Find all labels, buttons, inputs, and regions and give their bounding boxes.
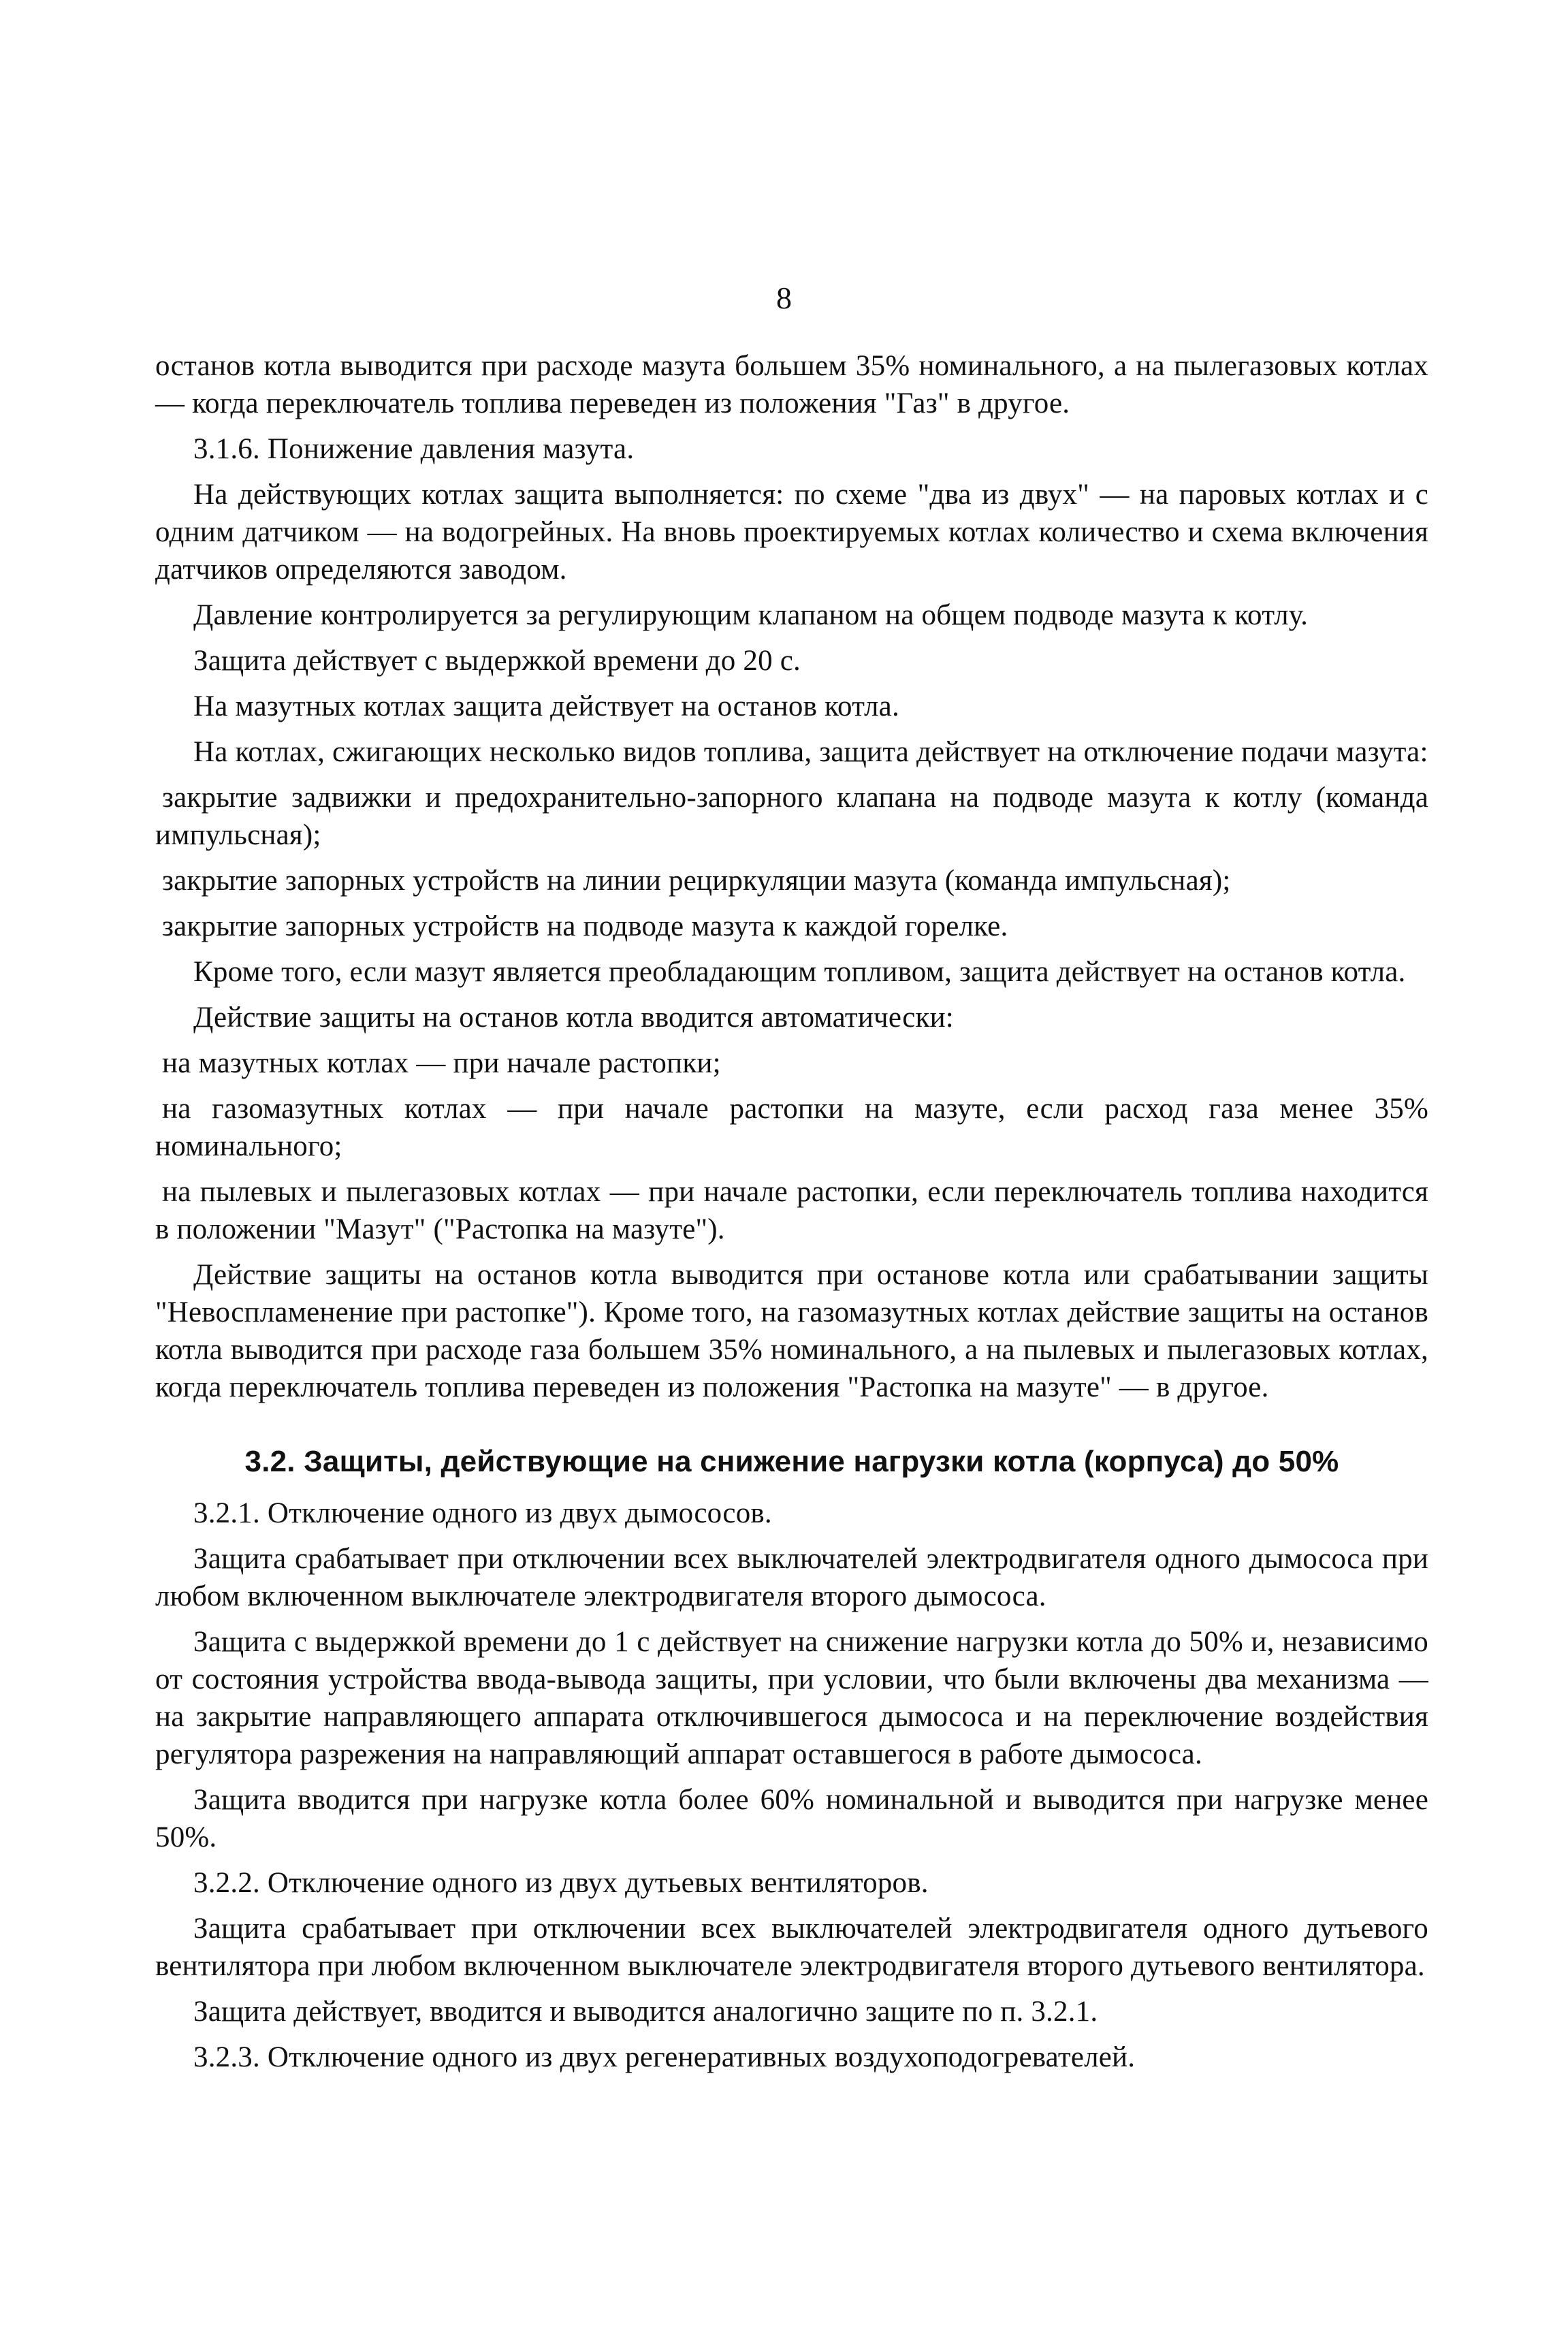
paragraph-q06: Защита срабатывает при отключении всех выключателей электродвигателя одного дутьевого вентилятора при любом включенном выключателе электродвигателя второго дутьевого вентилятора. [155, 1913, 1428, 1982]
section-3-2-text [155, 1495, 1428, 2076]
paragraph-p06: На мазутных котлах защита действует на останов котла. [193, 690, 899, 722]
paragraph-p08: закрытие задвижки и предохранительно-запорного клапана на подводе мазута к котлу (команда импульсная); [155, 782, 1428, 851]
paragraph-p01: останов котла выводится при расходе мазута большем 35% номинального, а на пылегазовых котлах — когда переключатель топлива переведен из положения "Газ" в другое. [155, 350, 1428, 419]
paragraph-p02: 3.1.6. Понижение давления мазута. [193, 433, 635, 465]
paragraph-p16: Действие защиты на останов котла выводится при останове котла или срабатывании защиты "Невоспламенение при растопке"). Кроме того, на газомазутных котлах действие защиты на останов котла выводится при расходе газа большем 35% номинального, а на пылевых и пылегазовых котлах, когда переключатель топлива переведен из положения "Растопка на мазуте" — в другое. [155, 1259, 1428, 1403]
paragraph-p07: На котлах, сжигающих несколько видов топлива, защита действует на отключение подачи мазута: [193, 736, 1428, 768]
paragraph-q08: 3.2.3. Отключение одного из двух регенеративных воздухоподогревателей. [193, 2041, 1136, 2073]
paragraph-p09: закрытие запорных устройств на линии рециркуляции мазута (команда импульсная); [162, 865, 1231, 897]
paragraph-q01: 3.2.1. Отключение одного из двух дымососов. [193, 1497, 772, 1529]
paragraph-p03: На действующих котлах защита выполняется: по схеме "два из двух" — на паровых котлах и с одним датчиком — на водогрейных. На вновь проектируемых котлах количество и схема включения датчиков определяются заводом. [155, 479, 1428, 586]
paragraph-q05: 3.2.2. Отключение одного из двух дутьевых вентиляторов. [193, 1867, 929, 1899]
paragraph-q04: Защита вводится при нагрузке котла более 60% номинальной и выводится при нагрузке менее 50%. [155, 1784, 1428, 1853]
paragraph-p15: на пылевых и пылегазовых котлах — при начале растопки, если переключатель топлива находится в положении "Мазут" ("Растопка на мазуте"). [155, 1176, 1428, 1245]
paragraph-p05: Защита действует с выдержкой времени до 20 с. [193, 645, 801, 677]
paragraph-p04: Давление контролируется за регулирующим клапаном на общем подводе мазута к котлу. [193, 599, 1309, 631]
paragraph-p10: закрытие запорных устройств на подводе мазута к каждой горелке. [162, 910, 1008, 942]
document-body [155, 347, 1428, 2084]
paragraph-q02: Защита срабатывает при отключении всех выключателей электродвигателя одного дымососа при любом включенном выключателе электродвигателя второго дымососа. [155, 1543, 1428, 1612]
paragraph-q07: Защита действует, вводится и выводится аналогично защите по п. 3.2.1. [193, 1996, 1098, 2028]
paragraph-p12: Действие защиты на останов котла вводится автоматически: [193, 1002, 954, 1034]
page-number: 8 [776, 281, 792, 315]
paragraph-q03: Защита с выдержкой времени до 1 с действует на снижение нагрузки котла до 50% и, независимо от состояния устройства ввода-вывода защиты, при условии, что были включены два механизма — на закрытие направляющего аппарата отключившегося дымососа и на переключение воздействия регулятора разрежения на направляющий аппарат оставшегося в работе дымососа. [155, 1626, 1428, 1770]
paragraph-p11: Кроме того, если мазут является преобладающим топливом, защита действует на останов котла. [193, 956, 1406, 988]
section-3-1-6-text [155, 347, 1428, 1406]
paragraph-p14: на газомазутных котлах — при начале растопки на мазуте, если расход газа менее 35% номинального; [155, 1093, 1428, 1162]
section-heading-3-2: 3.2. Защиты, действующие на снижение нагрузки котла (корпуса) до 50% [244, 1445, 1339, 1478]
paragraph-p13: на мазутных котлах — при начале растопки; [162, 1047, 721, 1079]
